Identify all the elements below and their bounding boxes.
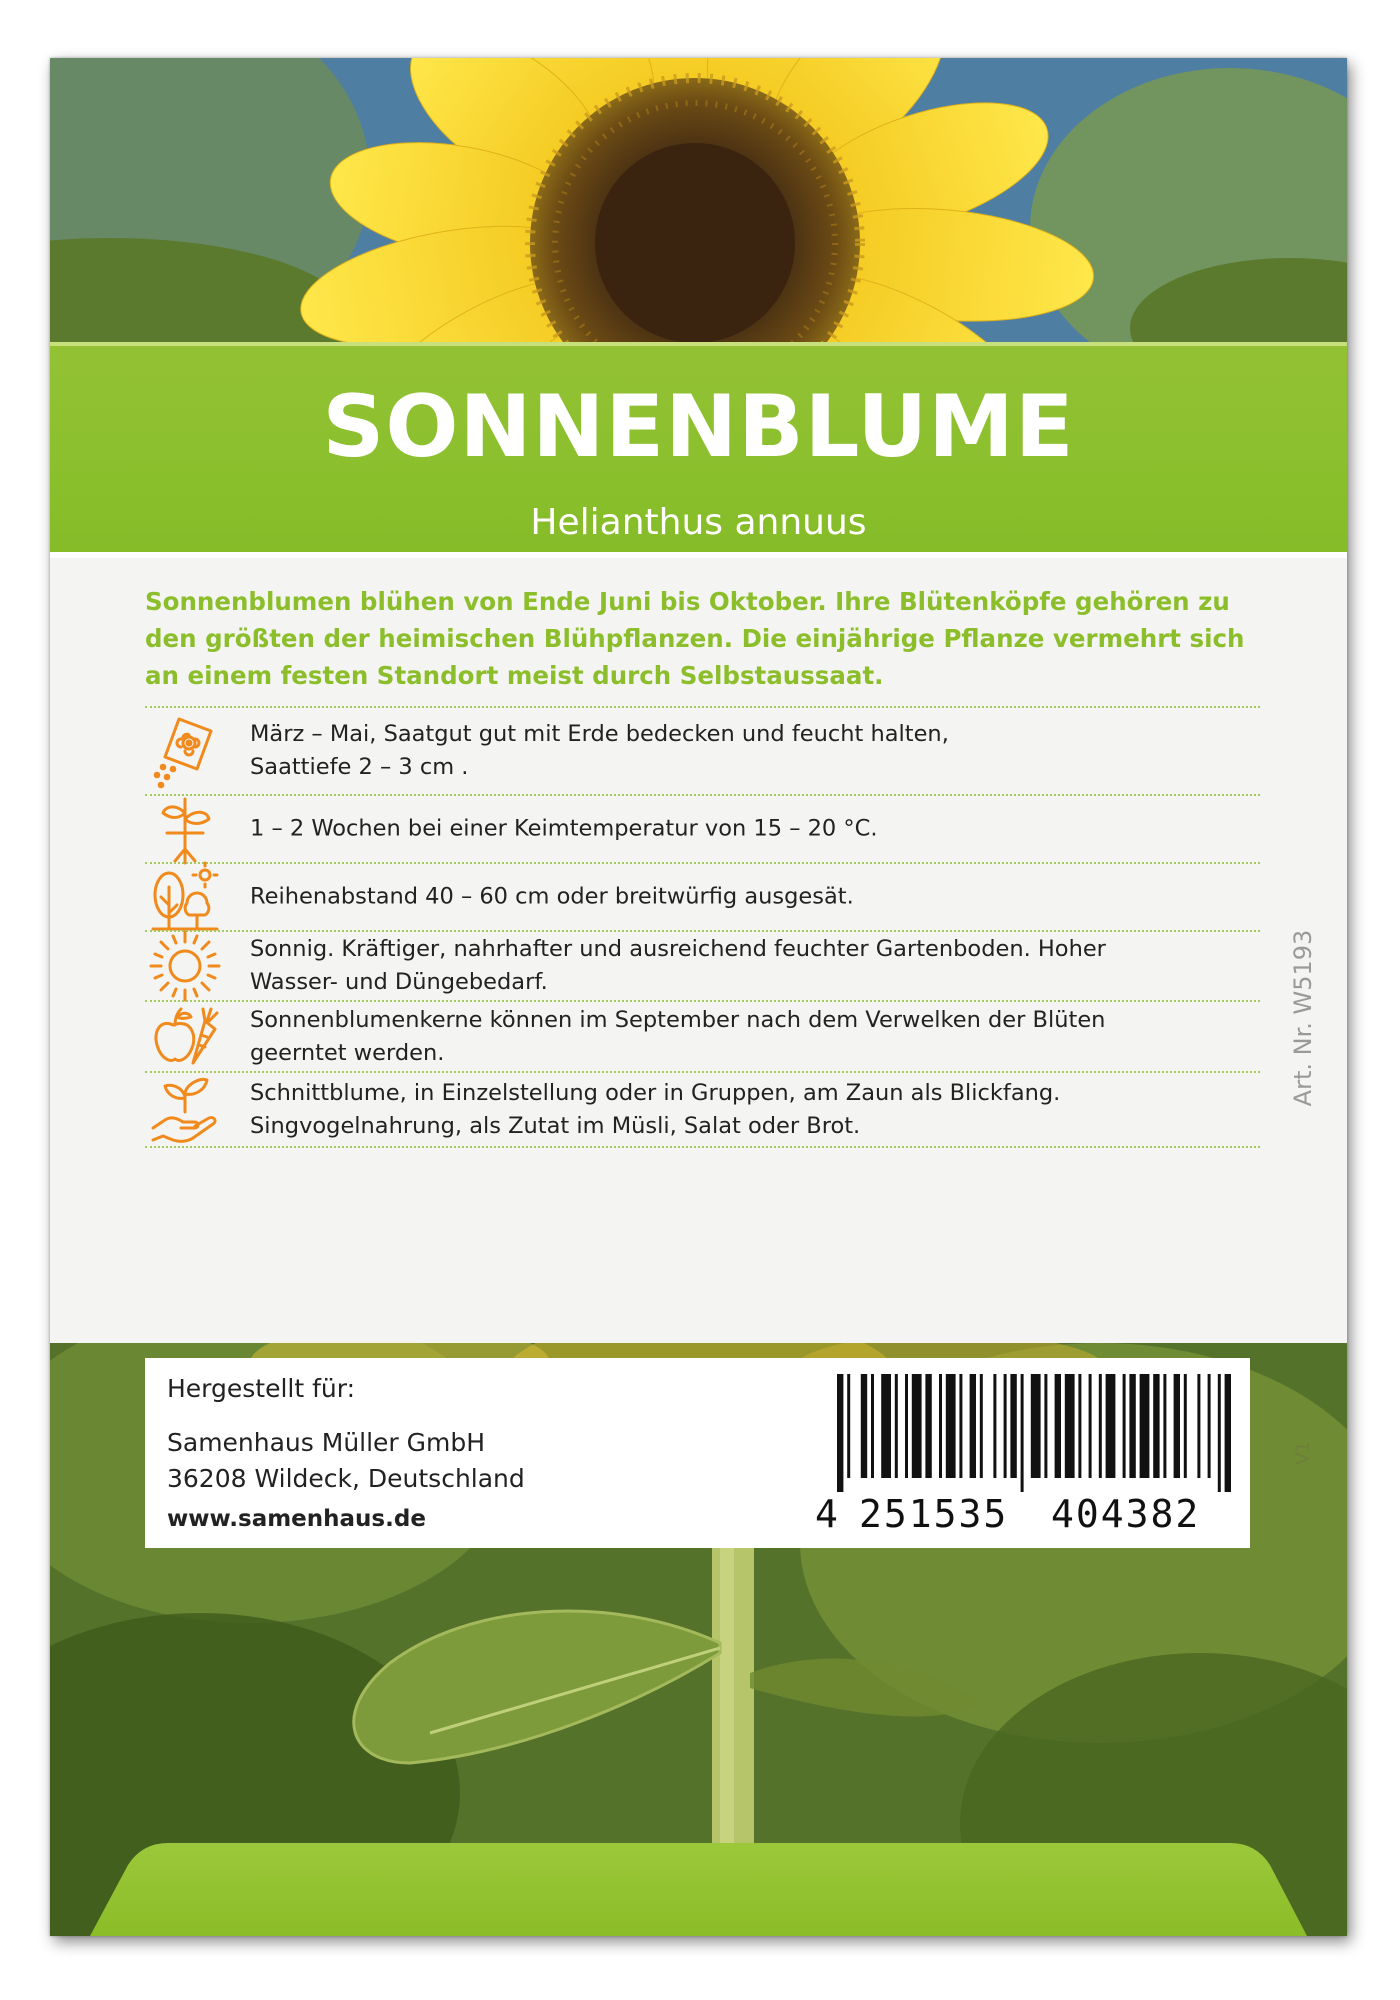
info-row-line: März – Mai, Saatgut gut mit Erde bedecken und feucht halten, <box>250 721 949 747</box>
info-row-text <box>250 881 1260 914</box>
info-row-line: Saattiefe 2 – 3 cm . <box>250 754 469 780</box>
barcode-bar <box>1153 1374 1159 1478</box>
barcode-bar <box>1184 1374 1187 1478</box>
barcode-bar <box>1099 1374 1102 1478</box>
barcode-bar <box>925 1374 931 1478</box>
product-description: Sonnenblumen blühen von Ende Juni bis Oktober. Ihre Blütenköpfe gehören zu den größten der heimischen Blühpflanzen. Die einjährige Pflanze vermehrt sich an einem festen Standort meist durch Selbstaussaat. <box>145 587 1245 690</box>
barcode-bars <box>815 1374 1235 1492</box>
barcode-bar <box>1044 1374 1047 1478</box>
info-row-text <box>250 1004 1260 1070</box>
barcode-left-group: 251535 <box>859 1492 1009 1536</box>
barcode-bar <box>905 1374 908 1478</box>
barcode-bar <box>970 1374 976 1478</box>
manufacturer-box <box>145 1358 1250 1548</box>
barcode-bar <box>1106 1374 1116 1478</box>
barcode-bar <box>959 1374 962 1478</box>
harvest-icon <box>145 997 225 1077</box>
barcode-bar <box>1078 1374 1081 1478</box>
info-row-line: Sonnenblumenkerne können im September nach dem Verwelken der Blüten <box>250 1006 1106 1033</box>
barcode-first-digit: 4 <box>815 1492 838 1536</box>
info-row-germination <box>145 794 1260 862</box>
article-number: Art. Nr. W5193 <box>1289 929 1317 1107</box>
barcode-right-group: 404382 <box>1051 1492 1201 1536</box>
barcode-bar <box>1055 1374 1061 1478</box>
barcode-bar <box>837 1374 843 1492</box>
title-band-top-line <box>50 342 1347 346</box>
info-row-sowing <box>145 706 1260 794</box>
sunflower-photo <box>50 58 1347 344</box>
barcode-bar <box>1225 1374 1231 1492</box>
barcode-bar <box>895 1374 898 1478</box>
info-row-spacing <box>145 862 1260 930</box>
barcode-bar <box>912 1374 922 1478</box>
barcode-bar <box>1174 1374 1180 1478</box>
barcode-bar <box>1004 1374 1007 1478</box>
growing-info-list <box>145 706 1260 1148</box>
barcode-bar <box>1065 1374 1075 1478</box>
barcode-bar <box>1218 1374 1221 1492</box>
info-row-line: Reihenabstand 40 – 60 cm oder breitwürfig ausgesät. <box>250 883 854 910</box>
product-latin-name: Helianthus annuus <box>530 502 867 543</box>
barcode-bar <box>1021 1374 1024 1492</box>
barcode-bar <box>993 1374 996 1478</box>
barcode-bar <box>1010 1374 1016 1478</box>
manufacturer-heading: Hergestellt für: <box>167 1374 356 1403</box>
info-row-line: Wasser- und Düngebedarf. <box>250 969 548 995</box>
info-row-text <box>250 933 1260 999</box>
info-row-line: Singvogelnahrung, als Zutat im Müsli, Salat oder Brot. <box>250 1112 861 1139</box>
barcode-bar <box>1197 1374 1200 1478</box>
barcode-bar <box>1140 1374 1150 1478</box>
barcode-bar <box>946 1374 956 1478</box>
sun-icon <box>145 926 225 1006</box>
info-row-text <box>250 1077 1260 1143</box>
title-band <box>50 342 1347 578</box>
info-row-harvest <box>145 1000 1260 1071</box>
barcode-bar <box>1031 1374 1041 1478</box>
product-title: SONNENBLUME <box>322 377 1075 477</box>
packet-flap <box>50 1843 1347 1936</box>
barcode-bar <box>1123 1374 1126 1478</box>
hand-plant-icon <box>145 1070 225 1150</box>
plant-spacing-icon <box>145 857 225 937</box>
info-row-usage <box>145 1071 1260 1148</box>
barcode-bar <box>980 1374 983 1478</box>
info-row-line: geerntet werden. <box>250 1039 445 1066</box>
version-label: V1 <box>1292 1441 1314 1465</box>
seed-packet-icon <box>145 711 225 791</box>
info-row-line: Schnittblume, in Einzelstellung oder in Gruppen, am Zaun als Blickfang. <box>250 1079 1061 1106</box>
barcode-bar <box>1208 1374 1211 1478</box>
title-band-spacer <box>50 558 1347 578</box>
info-row-line: Sonnig. Kräftiger, nahrhafter und ausreichend feuchter Gartenboden. Hoher <box>250 936 1106 962</box>
seed-packet-back <box>50 58 1347 1936</box>
barcode-bar <box>861 1374 867 1478</box>
barcode-bar <box>939 1374 942 1478</box>
info-row-text <box>250 813 1260 846</box>
barcode-bar <box>847 1374 850 1478</box>
manufacturer-address: 36208 Wildeck, Deutschland <box>167 1464 525 1493</box>
barcode-bar <box>881 1374 891 1478</box>
barcode-bar <box>1129 1374 1135 1478</box>
info-row-line: 1 – 2 Wochen bei einer Keimtemperatur von 15 – 20 °C. <box>250 815 878 842</box>
info-row-text <box>250 718 1260 784</box>
manufacturer-website-link[interactable]: www.samenhaus.de <box>167 1506 426 1532</box>
ean-barcode <box>815 1374 1235 1539</box>
barcode-bar <box>1163 1374 1166 1478</box>
barcode-bar <box>1089 1374 1092 1478</box>
info-row-location <box>145 930 1260 1000</box>
manufacturer-name: Samenhaus Müller GmbH <box>167 1428 486 1457</box>
barcode-bar <box>871 1374 874 1478</box>
